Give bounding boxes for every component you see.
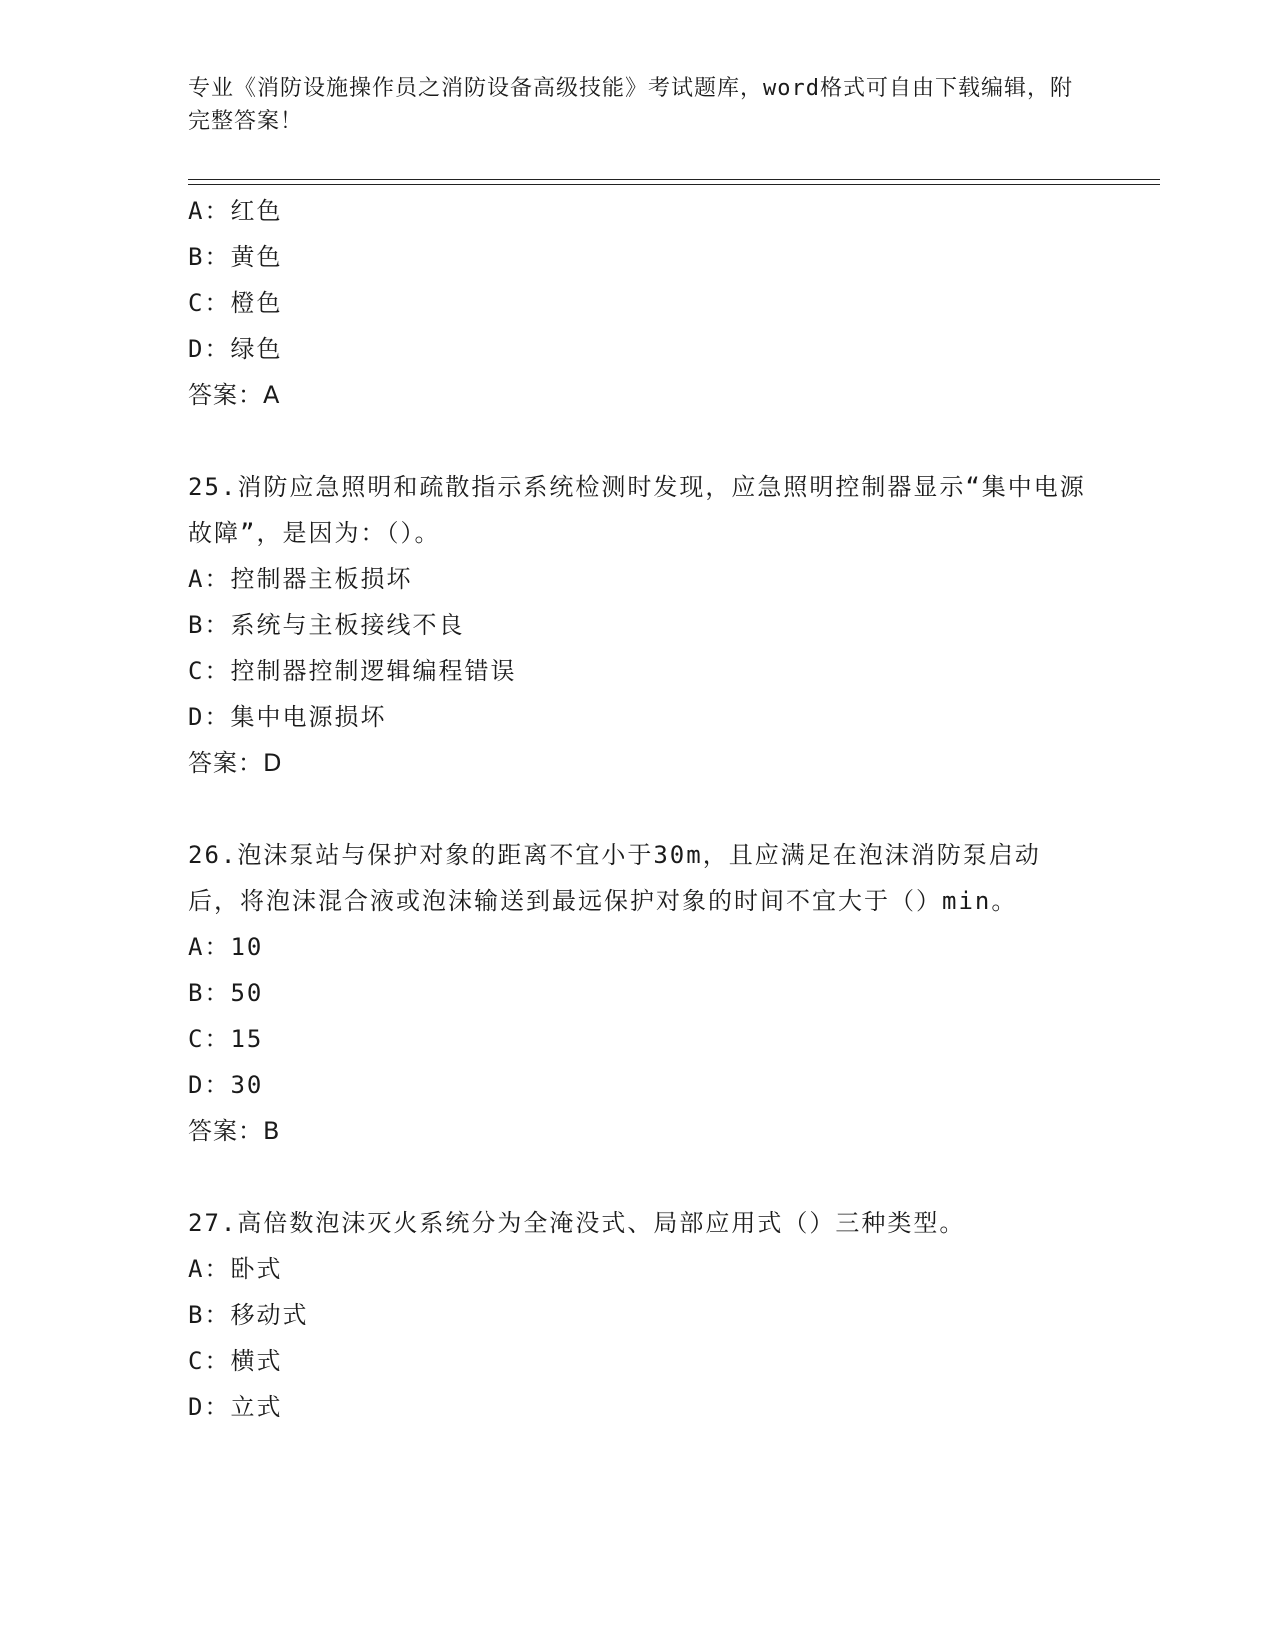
option-d: D：绿色 xyxy=(188,335,283,363)
option-c: C：横式 xyxy=(188,1347,283,1375)
option-a: A：控制器主板损坏 xyxy=(188,565,413,593)
question-stem: 27.高倍数泡沫灭火系统分为全淹没式、局部应用式（）三种类型。 xyxy=(188,1209,966,1237)
option-a: A：10 xyxy=(188,933,264,961)
question-content xyxy=(188,188,1088,1430)
question-27 xyxy=(188,1200,1088,1430)
answer-line: 答案：B xyxy=(188,1117,281,1145)
option-b: B：50 xyxy=(188,979,264,1007)
option-a: A：红色 xyxy=(188,197,283,225)
option-b: B：黄色 xyxy=(188,243,283,271)
header-rule-top xyxy=(188,179,1160,180)
answer-line: 答案：A xyxy=(188,381,281,409)
header-rule-bottom xyxy=(188,184,1160,185)
question-24-partial xyxy=(188,188,1088,418)
document-header: 专业《消防设施操作员之消防设备高级技能》考试题库，word格式可自由下载编辑，附完整答案！ xyxy=(188,76,1073,134)
option-a: A：卧式 xyxy=(188,1255,283,1283)
option-c: C：控制器控制逻辑编程错误 xyxy=(188,657,517,685)
option-d: D：集中电源损坏 xyxy=(188,703,387,731)
option-d: D：30 xyxy=(188,1071,264,1099)
spacer xyxy=(188,786,1088,832)
question-25 xyxy=(188,464,1088,786)
question-stem: 25.消防应急照明和疏散指示系统检测时发现，应急照明控制器显示“集中电源故障”，是因为：（）。 xyxy=(188,473,1086,547)
option-c: C：橙色 xyxy=(188,289,283,317)
spacer xyxy=(188,1154,1088,1200)
option-b: B：移动式 xyxy=(188,1301,309,1329)
question-stem: 26.泡沫泵站与保护对象的距离不宜小于30m，且应满足在泡沫消防泵启动后，将泡沫混合液或泡沫输送到最远保护对象的时间不宜大于（）min。 xyxy=(188,841,1041,915)
option-c: C：15 xyxy=(188,1025,264,1053)
question-26 xyxy=(188,832,1088,1154)
spacer xyxy=(188,418,1088,464)
option-d: D：立式 xyxy=(188,1393,283,1421)
option-b: B：系统与主板接线不良 xyxy=(188,611,465,639)
answer-line: 答案：D xyxy=(188,749,283,777)
